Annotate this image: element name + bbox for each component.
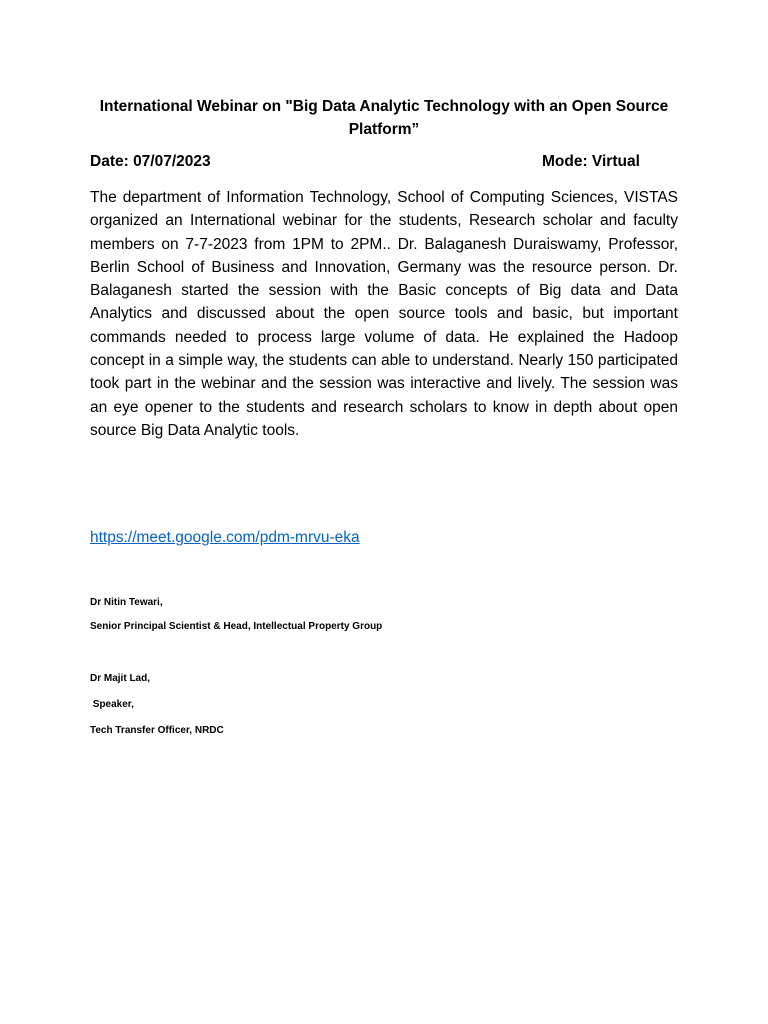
signature-name-2: Dr Majit Lad, — [90, 673, 151, 684]
mode-label: Mode: Virtual — [542, 153, 640, 170]
signature-role-2: Speaker, — [90, 699, 134, 710]
signature-role-1: Senior Principal Scientist & Head, Intellectual Property Group — [90, 621, 383, 632]
date-label: Date: 07/07/2023 — [90, 153, 211, 170]
date-mode-row — [90, 153, 678, 175]
signature-role-3: Tech Transfer Officer, NRDC — [90, 725, 224, 736]
document-title: International Webinar on "Big Data Analytic Technology with an Open Source Platform” — [99, 98, 669, 138]
body-paragraph: The department of Information Technology, School of Computing Sciences, VISTAS organized an International webinar for the students, Research scholar and faculty members on 7-7-2023 from 1PM to 2PM.. Dr. Balaganesh Duraiswamy, Professor, Berlin School of Business and Innovation, Germany was the resource person. Dr. Balaganesh started the session with the Basic concepts of Big data and Data Analytics and discussed about the open source tools and basic, but important commands needed to process large volume of data. He explained the Hadoop concept in a simple way, the students can able to understand. Nearly 150 participated took part in the webinar and the session was interactive and lively. The session was an eye opener to the students and research scholars to know in depth about open source Big Data Analytic tools. — [90, 189, 678, 439]
meeting-link[interactable]: https://meet.google.com/pdm-mrvu-eka — [90, 529, 360, 546]
signature-name-1: Dr Nitin Tewari, — [90, 597, 163, 608]
